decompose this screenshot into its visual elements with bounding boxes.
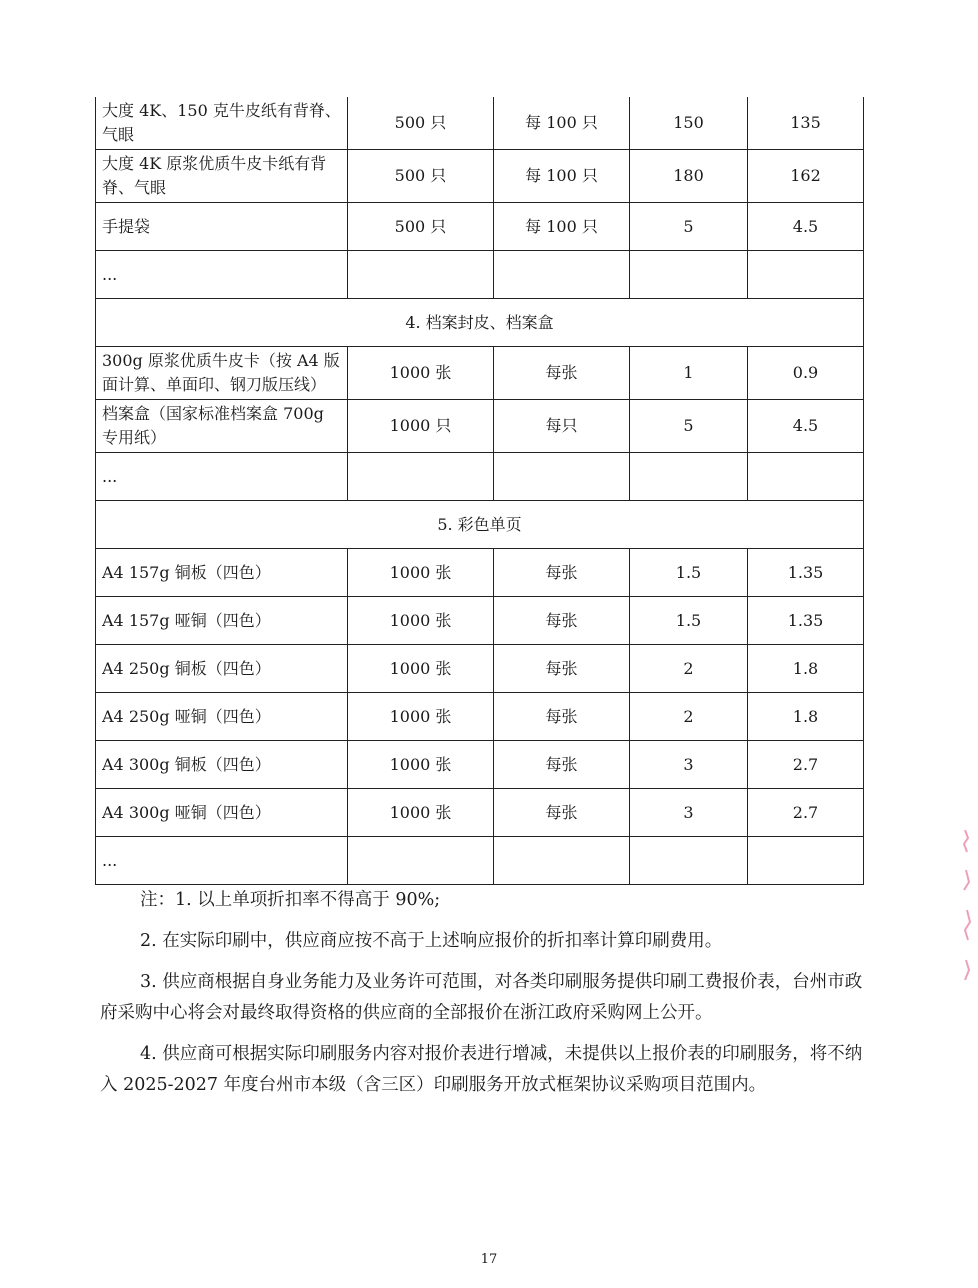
section-row <box>96 299 864 347</box>
item-unit: 每只 <box>494 400 630 453</box>
item-discount-price <box>748 453 864 501</box>
item-unit: 每 100 只 <box>494 203 630 251</box>
item-price <box>630 837 748 885</box>
section-title: 4. 档案封皮、档案盒 <box>96 299 864 347</box>
page-number: 17 <box>480 1252 498 1267</box>
item-quantity: 1000 张 <box>348 347 494 400</box>
item-discount-price: 0.9 <box>748 347 864 400</box>
seal-stamp-fragment <box>958 830 972 980</box>
item-name: 大度 4K、150 克牛皮纸有背脊、气眼 <box>96 97 348 150</box>
item-discount-price <box>748 251 864 299</box>
item-price: 3 <box>630 741 748 789</box>
item-quantity: 500 只 <box>348 150 494 203</box>
item-price: 5 <box>630 203 748 251</box>
item-discount-price: 2.7 <box>748 789 864 837</box>
item-name: A4 157g 铜板（四色） <box>96 549 348 597</box>
item-price: 180 <box>630 150 748 203</box>
table-row <box>96 693 864 741</box>
table-row <box>96 837 864 885</box>
table-row <box>96 789 864 837</box>
table-row <box>96 97 864 150</box>
item-discount-price: 1.8 <box>748 693 864 741</box>
item-name: A4 157g 哑铜（四色） <box>96 597 348 645</box>
item-price: 1.5 <box>630 549 748 597</box>
item-unit <box>494 837 630 885</box>
item-unit: 每张 <box>494 549 630 597</box>
table-row <box>96 400 864 453</box>
table-row <box>96 549 864 597</box>
item-discount-price: 2.7 <box>748 741 864 789</box>
item-unit: 每张 <box>494 789 630 837</box>
item-unit: 每张 <box>494 597 630 645</box>
item-discount-price: 4.5 <box>748 400 864 453</box>
item-name: ... <box>96 837 348 885</box>
item-unit <box>494 251 630 299</box>
notes-section <box>100 885 870 1111</box>
item-discount-price: 1.8 <box>748 645 864 693</box>
item-unit: 每张 <box>494 347 630 400</box>
item-name: 300g 原浆优质牛皮卡（按 A4 版面计算、单面印、钢刀版压线） <box>96 347 348 400</box>
table-row <box>96 597 864 645</box>
item-quantity: 500 只 <box>348 97 494 150</box>
item-name: ... <box>96 251 348 299</box>
item-quantity: 1000 张 <box>348 789 494 837</box>
note-1: 注：1. 以上单项折扣率不得高于 90%; <box>140 890 441 910</box>
item-quantity <box>348 837 494 885</box>
note-3: 3. 供应商根据自身业务能力及业务许可范围，对各类印刷服务提供印刷工费报价表，台州市政府采购中心将会对最终取得资格的供应商的全部报价在浙江政府采购网上公开。 <box>100 972 863 1023</box>
item-quantity <box>348 251 494 299</box>
item-price: 2 <box>630 693 748 741</box>
section-row <box>96 501 864 549</box>
table-row <box>96 741 864 789</box>
item-price: 1.5 <box>630 597 748 645</box>
table-row <box>96 150 864 203</box>
item-quantity: 1000 张 <box>348 693 494 741</box>
item-quantity: 1000 张 <box>348 645 494 693</box>
item-unit: 每张 <box>494 693 630 741</box>
item-name: 大度 4K 原浆优质牛皮卡纸有背脊、气眼 <box>96 150 348 203</box>
item-discount-price: 135 <box>748 97 864 150</box>
item-unit: 每张 <box>494 741 630 789</box>
item-unit: 每 100 只 <box>494 150 630 203</box>
item-quantity: 1000 张 <box>348 741 494 789</box>
item-name: A4 300g 铜板（四色） <box>96 741 348 789</box>
note-2: 2. 在实际印刷中，供应商应按不高于上述响应报价的折扣率计算印刷费用。 <box>140 931 723 951</box>
item-unit: 每张 <box>494 645 630 693</box>
item-quantity: 500 只 <box>348 203 494 251</box>
table-row <box>96 203 864 251</box>
table-row <box>96 251 864 299</box>
note-4: 4. 供应商可根据实际印刷服务内容对报价表进行增减，未提供以上报价表的印刷服务，将不纳入 2025-2027 年度台州市本级（含三区）印刷服务开放式框架协议采购项目范围内。 <box>100 1044 863 1095</box>
item-unit <box>494 453 630 501</box>
table-row <box>96 645 864 693</box>
table-row <box>96 347 864 400</box>
item-price: 150 <box>630 97 748 150</box>
item-name: 手提袋 <box>96 203 348 251</box>
item-quantity: 1000 只 <box>348 400 494 453</box>
item-price <box>630 453 748 501</box>
item-quantity: 1000 张 <box>348 549 494 597</box>
item-quantity: 1000 张 <box>348 597 494 645</box>
item-price: 3 <box>630 789 748 837</box>
item-name: A4 250g 哑铜（四色） <box>96 693 348 741</box>
item-discount-price <box>748 837 864 885</box>
item-quantity <box>348 453 494 501</box>
item-unit: 每 100 只 <box>494 97 630 150</box>
item-name: A4 300g 哑铜（四色） <box>96 789 348 837</box>
item-discount-price: 162 <box>748 150 864 203</box>
section-title: 5. 彩色单页 <box>96 501 864 549</box>
item-name: 档案盒（国家标准档案盒 700g 专用纸） <box>96 400 348 453</box>
item-price: 2 <box>630 645 748 693</box>
item-discount-price: 1.35 <box>748 549 864 597</box>
item-name: ... <box>96 453 348 501</box>
item-price: 5 <box>630 400 748 453</box>
item-name: A4 250g 铜板（四色） <box>96 645 348 693</box>
item-discount-price: 1.35 <box>748 597 864 645</box>
price-table <box>95 97 864 885</box>
item-price: 1 <box>630 347 748 400</box>
item-price <box>630 251 748 299</box>
item-discount-price: 4.5 <box>748 203 864 251</box>
table-row <box>96 453 864 501</box>
